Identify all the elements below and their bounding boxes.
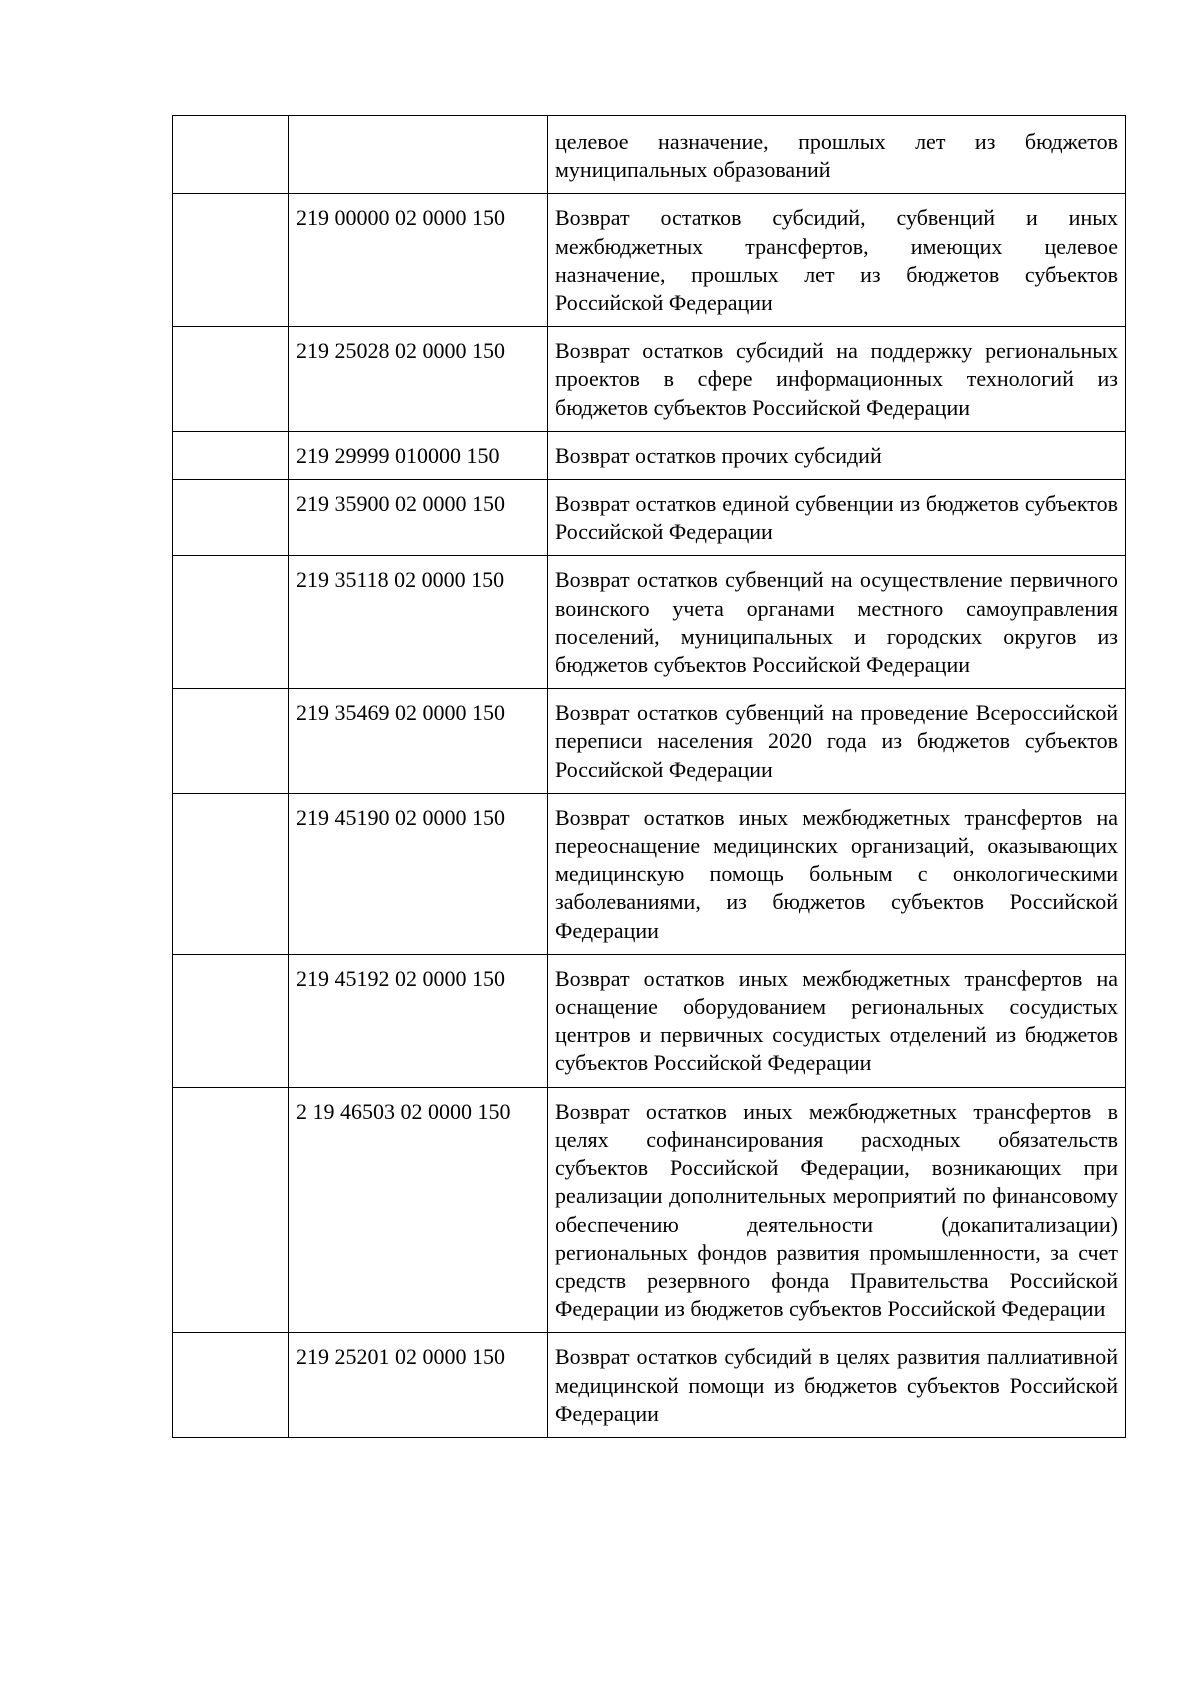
admin-code-cell — [173, 793, 289, 954]
table-row — [173, 689, 1126, 794]
description-cell: Возврат остатков прочих субсидий — [548, 431, 1126, 479]
income-code-cell: 219 45192 02 0000 150 — [289, 954, 548, 1087]
income-code-cell: 2 19 46503 02 0000 150 — [289, 1087, 548, 1333]
description-cell: Возврат остатков единой субвенции из бюджетов субъектов Российской Федерации — [548, 480, 1126, 556]
table-row — [173, 327, 1126, 432]
income-code-cell: 219 25201 02 0000 150 — [289, 1333, 548, 1438]
admin-code-cell — [173, 431, 289, 479]
income-code-cell: 219 35900 02 0000 150 — [289, 480, 548, 556]
admin-code-cell — [173, 480, 289, 556]
description-cell: Возврат остатков субсидий в целях развития паллиативной медицинской помощи из бюджетов субъектов Российской Федерации — [548, 1333, 1126, 1438]
table-row — [173, 194, 1126, 327]
table-row — [173, 480, 1126, 556]
description-cell: Возврат остатков субвенций на осуществление первичного воинского учета органами местного самоуправления поселений, муниципальных и городских округов из бюджетов субъектов Российской Федерации — [548, 556, 1126, 689]
description-cell: Возврат остатков субвенций на проведение Всероссийской переписи населения 2020 года из бюджетов субъектов Российской Федерации — [548, 689, 1126, 794]
table-row — [173, 1333, 1126, 1438]
budget-code-table — [172, 115, 1126, 1438]
admin-code-cell — [173, 194, 289, 327]
admin-code-cell — [173, 1333, 289, 1438]
income-code-cell: 219 29999 010000 150 — [289, 431, 548, 479]
description-cell: Возврат остатков иных межбюджетных трансфертов на переоснащение медицинских организаций, оказывающих медицинскую помощь больным с онкологическими заболеваниями, из бюджетов субъектов Российской Федерации — [548, 793, 1126, 954]
table-row — [173, 1087, 1126, 1333]
description-cell: Возврат остатков иных межбюджетных трансфертов в целях софинансирования расходных обязательств субъектов Российской Федерации, возникающих при реализации дополнительных мероприятий по финансовому обеспечению деятельности (докапитализации) региональных фондов развития промышленности, за счет средств резервного фонда Правительства Российской Федерации из бюджетов субъектов Российской Федерации — [548, 1087, 1126, 1333]
table-row — [173, 793, 1126, 954]
income-code-cell: 219 35118 02 0000 150 — [289, 556, 548, 689]
admin-code-cell — [173, 954, 289, 1087]
description-cell: Возврат остатков иных межбюджетных трансфертов на оснащение оборудованием региональных сосудистых центров и первичных сосудистых отделений из бюджетов субъектов Российской Федерации — [548, 954, 1126, 1087]
table-row — [173, 431, 1126, 479]
table-row — [173, 556, 1126, 689]
table-row — [173, 116, 1126, 194]
admin-code-cell — [173, 689, 289, 794]
income-code-cell — [289, 116, 548, 194]
table-row — [173, 954, 1126, 1087]
income-code-cell: 219 00000 02 0000 150 — [289, 194, 548, 327]
admin-code-cell — [173, 1087, 289, 1333]
admin-code-cell — [173, 556, 289, 689]
income-code-cell: 219 25028 02 0000 150 — [289, 327, 548, 432]
income-code-cell: 219 45190 02 0000 150 — [289, 793, 548, 954]
table-body — [173, 116, 1126, 1438]
admin-code-cell — [173, 116, 289, 194]
income-code-cell: 219 35469 02 0000 150 — [289, 689, 548, 794]
admin-code-cell — [173, 327, 289, 432]
description-cell: целевое назначение, прошлых лет из бюджетов муниципальных образований — [548, 116, 1126, 194]
description-cell: Возврат остатков субсидий, субвенций и иных межбюджетных трансфертов, имеющих целевое назначение, прошлых лет из бюджетов субъектов Российской Федерации — [548, 194, 1126, 327]
description-cell: Возврат остатков субсидий на поддержку региональных проектов в сфере информационных технологий из бюджетов субъектов Российской Федерации — [548, 327, 1126, 432]
